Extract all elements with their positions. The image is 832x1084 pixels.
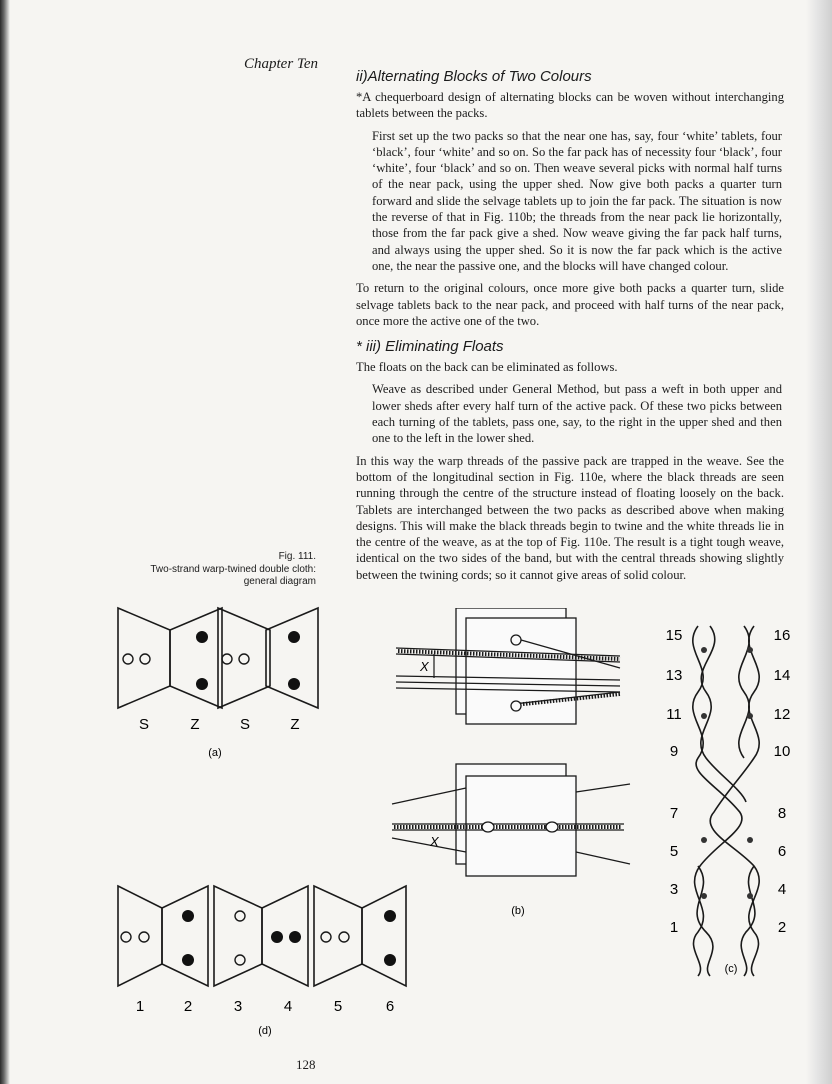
thread-number-left: 15 bbox=[665, 627, 683, 644]
hole-white bbox=[121, 932, 131, 942]
weft-end bbox=[482, 822, 494, 832]
hole-white bbox=[321, 932, 331, 942]
tablet-d1 bbox=[118, 886, 162, 986]
page-edge-shadow-left bbox=[0, 0, 10, 1084]
figure-a-label: (a) bbox=[208, 747, 222, 759]
right-cord-b bbox=[739, 626, 749, 758]
tablet-letter-s: S bbox=[239, 716, 251, 733]
section-heading-alternating-blocks: ii)Alternating Blocks of Two Colours bbox=[356, 68, 592, 85]
thread-number-right: 2 bbox=[777, 919, 787, 936]
thread-number-right: 12 bbox=[773, 706, 791, 723]
thread-number-right: 16 bbox=[773, 627, 791, 644]
tablet-d6 bbox=[362, 886, 406, 986]
hole-black bbox=[182, 910, 194, 922]
figure-caption-line-1: Two-strand warp-twined double cloth: bbox=[150, 563, 316, 575]
hole-white bbox=[222, 654, 232, 664]
hole-black bbox=[196, 678, 208, 690]
thread-number-right: 8 bbox=[777, 805, 787, 822]
figure-b-loom-diagram bbox=[384, 608, 632, 920]
main-text-column bbox=[356, 68, 784, 589]
tablet-a2 bbox=[170, 608, 222, 708]
tablet-number: 5 bbox=[333, 998, 343, 1015]
tablet-a4 bbox=[266, 608, 318, 708]
page-number: 128 bbox=[296, 1057, 316, 1072]
page-edge-shadow-right bbox=[806, 0, 832, 1084]
hole-white bbox=[239, 654, 249, 664]
thread-number-right: 14 bbox=[773, 667, 791, 684]
weft-end bbox=[546, 822, 558, 832]
figure-d-tablets-diagram bbox=[110, 880, 420, 1040]
thread-number-left: 3 bbox=[669, 881, 679, 898]
weft-end bbox=[511, 701, 521, 711]
hole-white bbox=[235, 955, 245, 965]
running-head: Chapter Ten bbox=[244, 56, 319, 72]
hole-black bbox=[196, 631, 208, 643]
tablet-a1 bbox=[118, 608, 170, 708]
thread-number-left: 5 bbox=[669, 843, 679, 860]
thread-number-right: 4 bbox=[777, 881, 787, 898]
figure-d-label: (d) bbox=[258, 1025, 272, 1037]
thread-number-left: 7 bbox=[669, 805, 679, 822]
tablet-d4 bbox=[262, 886, 308, 986]
hole-white bbox=[235, 911, 245, 921]
thread-number-right: 6 bbox=[777, 843, 787, 860]
hole-black bbox=[288, 678, 300, 690]
hole-black bbox=[384, 954, 396, 966]
paragraph-indented-weave: Weave as described under General Method, but pass a weft in both upper and lower sheds after every half turn of the active pack. Of these two picks between each turning of the tablets, pass one, say, to the right in the upper shed and then one to the left in the lower shed. bbox=[372, 382, 782, 446]
hole-black bbox=[288, 631, 300, 643]
figure-a-tablets-diagram bbox=[108, 602, 338, 762]
hole-black bbox=[271, 931, 283, 943]
thread-number-left: 9 bbox=[669, 743, 679, 760]
marker-x: X bbox=[420, 659, 429, 674]
figure-c-label: (c) bbox=[724, 963, 738, 975]
tablet-letter-z: Z bbox=[190, 716, 200, 733]
tablet-letter-s: S bbox=[138, 716, 150, 733]
hole-black bbox=[384, 910, 396, 922]
left-cord-b bbox=[701, 626, 746, 802]
thread-number-right: 10 bbox=[773, 743, 791, 760]
thread-number-left: 1 bbox=[669, 919, 679, 936]
tablet-number: 4 bbox=[283, 998, 293, 1015]
tablet-number: 3 bbox=[233, 998, 243, 1015]
tablet-a3 bbox=[218, 608, 270, 708]
marker-x: X bbox=[430, 834, 439, 849]
tablet-d3 bbox=[214, 886, 262, 986]
tablet-letter-z: Z bbox=[290, 716, 300, 733]
paragraph-warp-trapped: In this way the warp threads of the passive pack are trapped in the weave. See the bottom of the longitudinal section in Fig. 110e, where the black threads are seen running through the centre of the structure instead of floating loosely on the back. Tablets are interchanged between the two packs as described above when making designs. This will make the black threads begin to twine and the white threads lie in the centre of the weave, as at the top of Fig. 110e. The result is a tight tough weave, identical on the two sides of the band, but with the central threads showing slightly between the twining cords; so it cannot give areas of solid colour. bbox=[356, 453, 784, 582]
tablet-number: 6 bbox=[385, 998, 395, 1015]
hole-white bbox=[123, 654, 133, 664]
section-heading-eliminating-floats: * iii) Eliminating Floats bbox=[356, 338, 504, 356]
thread-number-left: 11 bbox=[666, 706, 682, 723]
figure-number: Fig. 111. bbox=[278, 551, 316, 562]
figure-caption bbox=[76, 551, 316, 589]
figure-caption-line-2: general diagram bbox=[243, 576, 316, 587]
paragraph-indented-instructions: First set up the two packs so that the near one has, say, four ‘white’ tablets, four ‘black’, four ‘white’ and so on. So the far pack has of necessity four ‘black’, four ‘white’, four ‘black’ and so on. Then weave several picks with normal half turns of the near pack, using the upper shed. Now give both packs a quarter turn forward and slide the selvage tablets up to join the far pack. The situation is now the reverse of that in Fig. 110b; the threads from the near pack lie horizontally, those from the far pack give a shed. Now weave giving the far pack half turns, and always using the upper shed. So it is now the far pack which is the active one, the near the passive one, and the blocks will have changed colour. bbox=[372, 128, 782, 273]
hole-white bbox=[140, 654, 150, 664]
tablet-number: 2 bbox=[183, 998, 193, 1015]
thread-number-left: 13 bbox=[665, 667, 683, 684]
paragraph-return-colours: To return to the original colours, once more give both packs a quarter turn, slide selvage tablets back to the near pack, and proceed with half turns of the near pack, once more the active one of the two. bbox=[356, 281, 784, 328]
hole-white bbox=[339, 932, 349, 942]
tablet-number: 1 bbox=[135, 998, 145, 1015]
hole-white bbox=[139, 932, 149, 942]
weft-end bbox=[511, 635, 521, 645]
paragraph-intro-floats: The floats on the back can be eliminated as follows. bbox=[356, 360, 618, 375]
tablet-d2 bbox=[162, 886, 208, 986]
figure-b-label: (b) bbox=[511, 905, 525, 917]
paragraph-intro-alternating: *A chequerboard design of alternating blocks can be woven without interchanging tablets between the packs. bbox=[356, 90, 784, 121]
figure-c-twining-diagram bbox=[658, 620, 800, 980]
hole-black bbox=[289, 931, 301, 943]
hole-black bbox=[182, 954, 194, 966]
